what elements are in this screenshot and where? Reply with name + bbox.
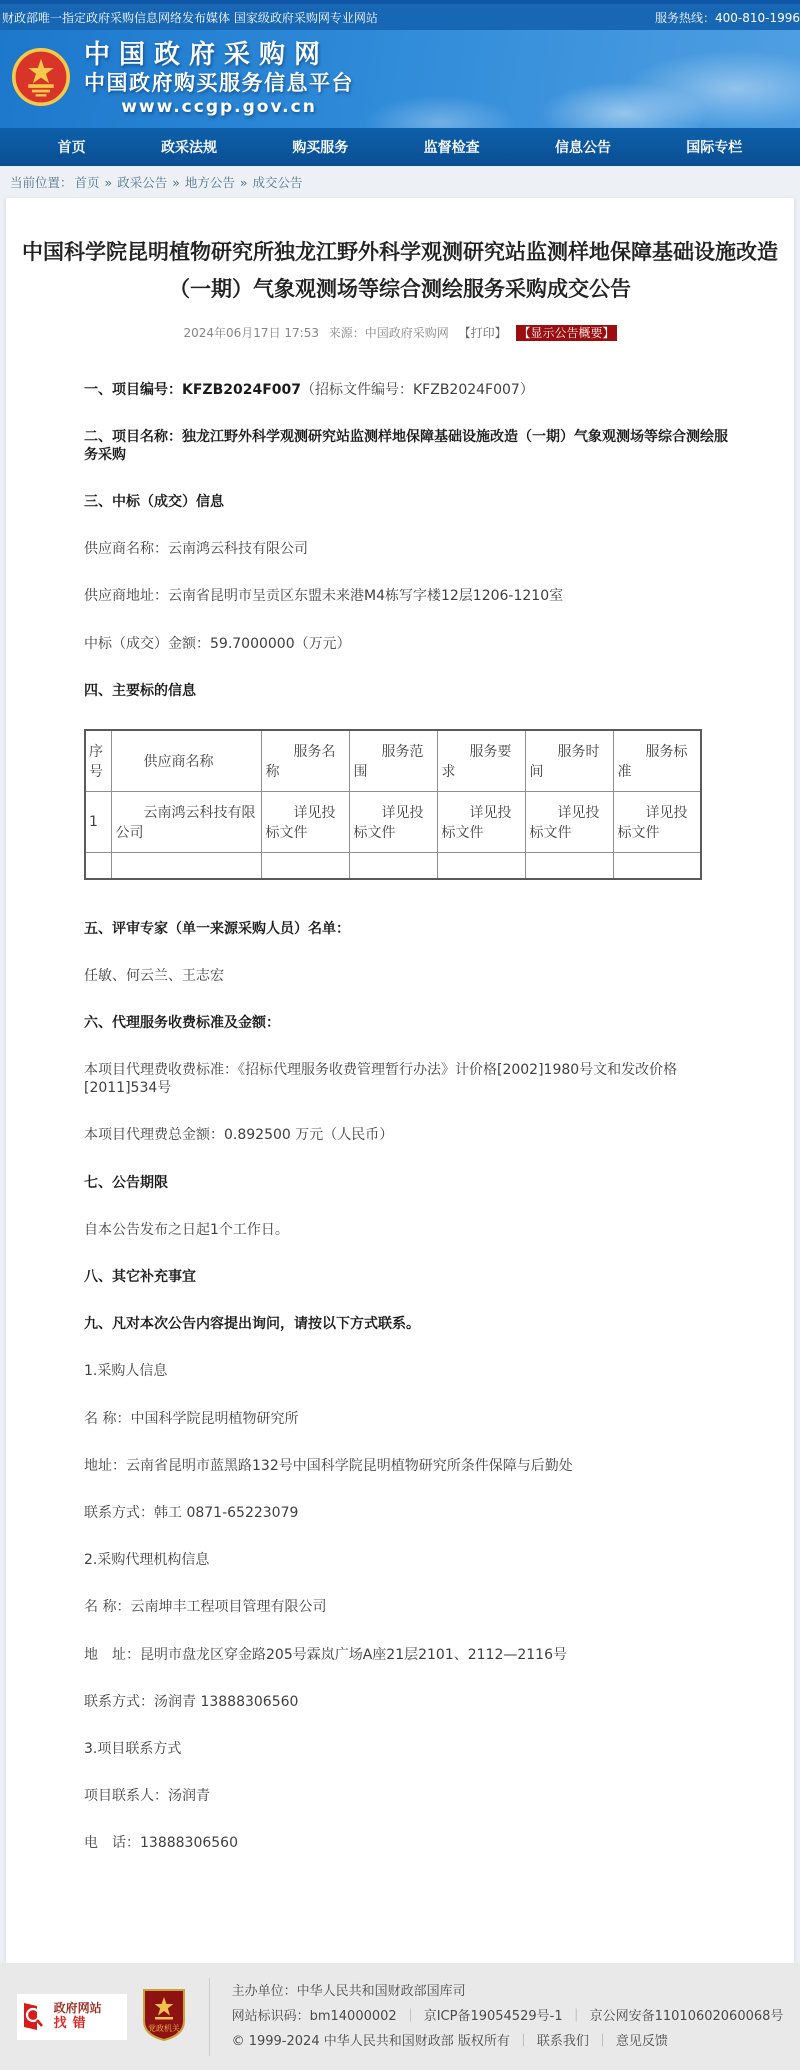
table-cell: 详见投标文件 <box>613 792 701 853</box>
article-block: 四、主要标的信息 <box>84 682 196 699</box>
table-cell <box>525 853 613 879</box>
party-government-badge[interactable] <box>141 1987 187 2047</box>
footer-divider <box>209 1978 210 2056</box>
table-header-cell: 序号 <box>85 730 111 792</box>
footer-copyright-line: © 1999-2024 中华人民共和国财政部 版权所有 ｜ 联系我们 ｜ 意见反馈 <box>231 2034 668 2050</box>
article-block: 名 称：云南坤丰工程项目管理有限公司 <box>84 1599 327 1616</box>
breadcrumb-link[interactable]: 成交公告 <box>252 175 303 190</box>
table-cell <box>85 853 111 879</box>
article-block: 九、凡对本次公告内容提出询问，请按以下方式联系。 <box>84 1316 420 1333</box>
topbar-slogan: 财政部唯一指定政府采购信息网络发布媒体 国家级政府采购网专业网站 <box>2 10 378 25</box>
table-cell: 详见投标文件 <box>525 792 613 853</box>
article-block: 供应商地址：云南省昆明市呈贡区东盟未来港M4栋写字楼12层1206-1210室 <box>84 588 564 605</box>
table-header-cell: 服务时间 <box>525 730 613 792</box>
nav-item[interactable]: 购买服务 <box>292 140 349 156</box>
party-badge-label: 党政机关 <box>147 2023 180 2033</box>
table-cell <box>111 853 261 879</box>
article-block: 2.采购代理机构信息 <box>84 1552 210 1569</box>
table-header-cell: 服务范围 <box>349 730 437 792</box>
site-banner <box>0 30 800 128</box>
article-block: 六、代理服务收费标准及金额： <box>84 1014 280 1031</box>
table-cell <box>349 853 437 879</box>
article-block: 名 称：中国科学院昆明植物研究所 <box>84 1410 299 1427</box>
show-summary-button[interactable]: 【显示公告概要】 <box>518 325 615 340</box>
table-row <box>85 792 701 853</box>
nav-item[interactable]: 信息公告 <box>554 140 611 156</box>
breadcrumb-link[interactable]: 政采公告 <box>117 175 168 190</box>
article-source: 来源：中国政府采购网 <box>328 325 449 340</box>
site-url: www.ccgp.gov.cn <box>121 96 317 117</box>
article-block: 八、其它补充事宜 <box>84 1269 196 1285</box>
article-block: 地址：云南省昆明市蓝黑路132号中国科学院昆明植物研究所条件保障与后勤处 <box>84 1457 573 1474</box>
article-block: 二、项目名称：独龙江野外科学观测研究站监测样地保障基础设施改造（一期）气象观测场等综合测绘服务采购 <box>84 428 728 463</box>
article-block: 项目联系人：汤润青 <box>84 1788 210 1805</box>
publish-datetime: 2024年06月17日 17:53 <box>183 325 319 340</box>
nav-item[interactable]: 政采法规 <box>160 140 217 156</box>
table-cell <box>437 853 525 879</box>
nav-item[interactable]: 监督检查 <box>423 140 480 156</box>
article-block: 联系方式：汤润青 13888306560 <box>84 1693 299 1710</box>
article-block: 自本公告发布之日起1个工作日。 <box>84 1221 289 1238</box>
table-cell <box>613 853 701 879</box>
sitecheck-line2: 找错 <box>53 2016 92 2032</box>
breadcrumb-label: 当前位置： <box>10 175 73 190</box>
site-title: 中国政府采购网 <box>84 40 330 71</box>
table-cell: 详见投标文件 <box>349 792 437 853</box>
main-nav <box>0 128 800 166</box>
article-body <box>6 381 794 1853</box>
content-card <box>6 198 794 1963</box>
article-blocks-bottom <box>84 920 739 1853</box>
sitecheck-line1: 政府网站 <box>53 2001 102 2016</box>
table-header-cell: 服务名称 <box>261 730 349 792</box>
breadcrumb-separator: » <box>239 175 248 190</box>
table-header-cell: 供应商名称 <box>111 730 261 792</box>
magnifier-icon <box>23 2002 49 2032</box>
site-id-code: 网站标识码：bm14000002 <box>231 2009 397 2025</box>
article-block: 中标（成交）金额：59.7000000（万元） <box>84 635 351 652</box>
site-subtitle: 中国政府购买服务信息平台 <box>84 71 354 96</box>
article-blocks-top <box>84 381 739 701</box>
table-cell: 详见投标文件 <box>437 792 525 853</box>
article-meta <box>6 324 794 341</box>
items-table <box>84 729 702 880</box>
article-block: 供应商名称：云南鸿云科技有限公司 <box>84 541 308 558</box>
site-error-report-badge[interactable] <box>17 1994 127 2040</box>
article-block: 电 话：13888306560 <box>84 1835 238 1852</box>
article-block: 3.项目联系方式 <box>84 1740 182 1757</box>
article-block: 1.采购人信息 <box>84 1363 168 1380</box>
nav-item[interactable]: 国际专栏 <box>686 140 743 156</box>
top-utility-bar <box>0 0 800 30</box>
table-header-row <box>85 730 701 792</box>
table-cell: 云南鸿云科技有限公司 <box>111 792 261 853</box>
table-cell <box>261 853 349 879</box>
article-block: 本项目代理费收费标准：《招标代理服务收费管理暂行办法》计价格[2002]1980号文和发改价格[2011]534号 <box>84 1062 678 1097</box>
article-block: 七、公告期限 <box>84 1174 168 1191</box>
page-title: 中国科学院昆明植物研究所独龙江野外科学观测研究站监测样地保障基础设施改造（一期）气象观测场等综合测绘服务采购成交公告 <box>22 240 778 301</box>
page-footer <box>0 1963 800 2070</box>
national-emblem-icon <box>12 48 70 110</box>
security-record: 京公网安备11010602060068号 <box>589 2009 784 2025</box>
feedback-link[interactable]: 意见反馈 <box>615 2034 668 2050</box>
breadcrumb <box>0 166 800 198</box>
icp-license: 京ICP备19054529号-1 <box>423 2009 563 2025</box>
print-button[interactable]: 【打印】 <box>458 325 507 340</box>
footer-registration-line: 网站标识码：bm14000002 ｜ 京ICP备19054529号-1 ｜ 京公网安备11010602060068号 <box>231 2009 784 2025</box>
breadcrumb-items <box>73 173 305 191</box>
breadcrumb-separator: » <box>172 175 180 190</box>
article-block: 五、评审专家（单一来源采购人员）名单： <box>84 920 350 937</box>
article-block: 联系方式：韩工 0871-65223079 <box>84 1504 299 1521</box>
table-header-cell: 服务要求 <box>437 730 525 792</box>
breadcrumb-link[interactable]: 地方公告 <box>184 175 235 190</box>
contact-us-link[interactable]: 联系我们 <box>536 2034 589 2050</box>
table-cell: 详见投标文件 <box>261 792 349 853</box>
nav-item[interactable]: 首页 <box>57 140 86 156</box>
table-header-cell: 服务标准 <box>613 730 701 792</box>
article-block: 本项目代理费总金额：0.892500 万元（人民币） <box>84 1127 394 1144</box>
service-hotline: 服务热线：400-810-1996 <box>654 10 800 25</box>
article-block: 一、项目编号：KFZB2024F007（招标文件编号：KFZB2024F007） <box>84 381 534 398</box>
footer-organizer: 主办单位：中华人民共和国财政部国库司 <box>231 1984 466 2000</box>
breadcrumb-link[interactable]: 首页 <box>74 175 100 190</box>
article-block: 地 址：昆明市盘龙区穿金路205号霖岚广场A座21层2101、2112—2116号 <box>84 1646 567 1663</box>
article-block: 任敏、何云兰、王志宏 <box>84 967 224 984</box>
copyright-text: © 1999-2024 中华人民共和国财政部 版权所有 <box>231 2034 510 2050</box>
article-block: 三、中标（成交）信息 <box>84 494 224 511</box>
breadcrumb-separator: » <box>104 175 113 190</box>
table-cell: 1 <box>85 792 111 853</box>
table-row <box>85 853 701 879</box>
